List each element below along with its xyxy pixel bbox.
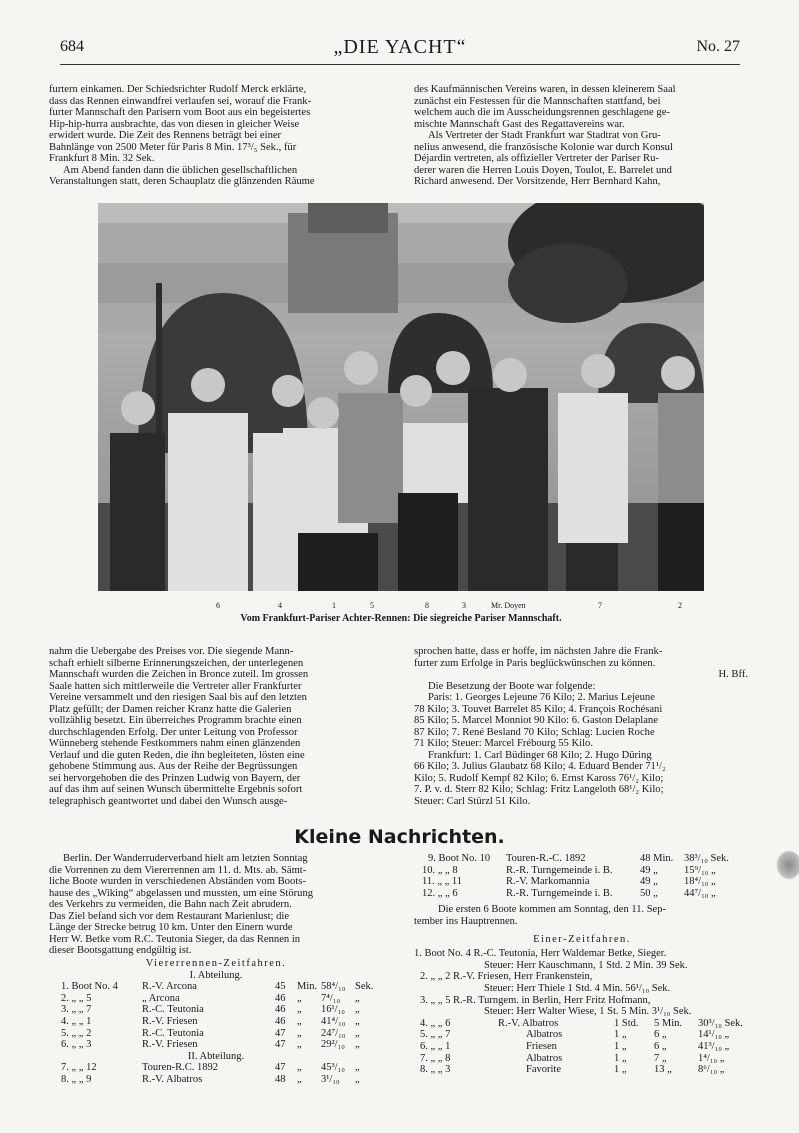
- cell-boat: 10. „ „ 8: [422, 864, 458, 876]
- text-line: Berlin. Der Wanderruderverband hielt am letzten Sonntag: [63, 853, 308, 864]
- cell-min: 47: [275, 1039, 286, 1051]
- table-row: [49, 1004, 383, 1016]
- division-heading: II. Abteilung.: [187, 1050, 245, 1062]
- text-line: Das Ziel befand sich vor dem Restaurant Marienlust; die: [49, 910, 290, 922]
- text-line: Als Vertreter der Stadt Frankfurt war Stadtrat von Gru-: [428, 130, 661, 141]
- cell-sec: 58⁴/₁₀: [321, 981, 346, 993]
- team-photograph: [98, 203, 704, 591]
- cell-boat: 7. „ „ 12: [61, 1062, 97, 1074]
- cell-club: R.-C. Teutonia: [142, 1027, 204, 1039]
- cell-std: 1 „: [614, 1052, 627, 1064]
- cell-std: 1 „: [614, 1064, 627, 1076]
- cell-club: R.-V. Arcona: [142, 981, 197, 993]
- cell-min: 48 Min.: [640, 853, 674, 864]
- author-signature: H. Bff.: [718, 669, 748, 680]
- top-left-column: [49, 84, 381, 188]
- cell-boat: 5. „ „ 7: [420, 1029, 451, 1041]
- cell-min: 49 „: [640, 864, 658, 876]
- cell-unit: „: [297, 992, 302, 1004]
- text-line: vollzählig besetzt. Ein überreiches Programm brachte einen: [49, 715, 302, 726]
- cell-club: R.-V. Albatros: [142, 1073, 203, 1085]
- cell-boat: 12. „ „ 6: [422, 887, 458, 899]
- table-row: [49, 981, 383, 993]
- cell-club: „ Arcona: [142, 992, 180, 1004]
- cell-sec: 41³/₁₀ „: [698, 1040, 730, 1052]
- text-line: Saale hatten sich mittlerweile die Vertreter aller Frankfurter: [49, 680, 302, 692]
- cell-min: 47: [275, 1062, 286, 1074]
- text-line: Steuer: Herr Thiele 1 Std. 4 Min. 56¹/₁₀ Sek.: [484, 982, 671, 994]
- cell-boat: 6. „ „ 3: [61, 1039, 92, 1051]
- text-line: Hip-hip-hurra ausbrachte, das von diesen in gleicher Weise: [49, 118, 300, 130]
- text-line: gehobene Stimmung aus. Aus der Reihe der Begrüssungen: [49, 761, 298, 772]
- text-line: Bahnlänge von 2500 Meter für Paris 8 Min. 17³/₅ Sek., für: [49, 141, 297, 153]
- cell-boat: 8. „ „ 3: [420, 1064, 451, 1076]
- table-row: [49, 1016, 383, 1028]
- cell-sec: 41⁴/₁₀: [321, 1015, 346, 1027]
- cell-boat: 2. „ „ 5: [61, 992, 92, 1004]
- text-line: des Kaufmännischen Vereins waren, in dessen kleinerem Saal: [414, 84, 676, 95]
- text-line: sei hervorgehoben die des Prinzen Ludwig von Bayern, der: [49, 772, 301, 784]
- cell-unit: Sek.: [355, 981, 374, 993]
- cell-club: R.-V. Friesen: [142, 1039, 198, 1051]
- cell-boat: 9. Boot No. 10: [428, 853, 491, 864]
- cell-sec: 15⁹/₁₀ „: [684, 864, 716, 876]
- text-line: Steuer: Herr Kauschmann, 1 Std. 2 Min. 39 Sek.: [484, 959, 688, 971]
- ink-smudge: [776, 850, 799, 880]
- page-number: 684: [60, 38, 84, 55]
- text-line: Déjardin vertreten, als offizieller Vertreter der Pariser Ru-: [414, 153, 659, 164]
- text-line: auf das ihm auf seinen Wunsch übermittelte Ergebnis sofort: [49, 784, 303, 795]
- cell-sec: 8⁶/₁₀ „: [698, 1064, 725, 1076]
- text-line: 85 Kilo; 5. Marcel Monniot 90 Kilo: 6. Gaston Delaplane: [414, 715, 658, 726]
- text-line: 3. „ „ 5 R.-R. Turngem. in Berlin, Herr Fritz Hofmann,: [420, 994, 651, 1006]
- cell-std: 1 Std.: [614, 1017, 639, 1029]
- cell-sec: 24⁷/₁₀: [321, 1027, 346, 1039]
- cell-sec: 1⁴/₁₀ „: [698, 1052, 725, 1064]
- vierer-table: [49, 958, 383, 1086]
- text-line: Frankfurt 8 Min. 32 Sek.: [49, 153, 155, 164]
- cell-unit: „: [297, 1004, 302, 1016]
- header-rule: [60, 64, 740, 65]
- table-row: [414, 865, 750, 877]
- table-row: [414, 853, 750, 865]
- cell-boat: 11. „ „ 11: [422, 876, 463, 888]
- cell-club: Albatros: [526, 1052, 563, 1064]
- text-line: liche Boote wurden in verschiedenen Abständen vom Boots-: [49, 876, 306, 887]
- table-row: [414, 1041, 750, 1053]
- text-line: Die ersten 6 Boote kommen am Sonntag, den 11. Sep-: [438, 904, 666, 916]
- cell-unit: „: [355, 1073, 360, 1085]
- cell-sec: 44⁷/₁₀ „: [684, 887, 716, 899]
- position-number: Mr. Doyen: [491, 601, 526, 610]
- text-line: dieser Bootsgattung endgültig ist.: [49, 945, 192, 956]
- cell-min: 46: [275, 992, 286, 1004]
- cell-min: 50 „: [640, 887, 658, 899]
- cell-boat: 4. „ „ 1: [61, 1015, 92, 1027]
- text-line: Die Besetzung der Boote war folgende:: [428, 680, 596, 692]
- text-line: telegraphisch geantwortet und dabei den Wunsch ausge-: [49, 795, 288, 807]
- cell-min: 47: [275, 1027, 286, 1039]
- cell-club: R.-R. Turngemeinde i. B.: [506, 864, 613, 876]
- cell-club: R.-V. Friesen: [142, 1015, 198, 1027]
- cell-unit: „: [297, 1015, 302, 1027]
- cell-club: R.-V. Markomannia: [506, 876, 590, 888]
- text-line: derer waren die Herren Louis Doyen, Toulot, E. Barrelet und: [414, 164, 672, 176]
- cell-sec: 45³/₁₀: [321, 1062, 345, 1074]
- position-number: 1: [332, 601, 336, 610]
- text-line: Veranstaltungen statt, deren Schauplatz die glänzenden Räume: [49, 176, 315, 187]
- text-line: 78 Kilo; 3. Touvet Barrelet 85 Kilo; 4. François Rochésani: [414, 703, 663, 715]
- text-line: nahm die Uebergabe des Preises vor. Die siegende Mann-: [49, 646, 294, 657]
- text-line: des Verkehrs zu vermeiden, die Bahn nach Zeit abrudern.: [49, 899, 292, 910]
- table-row: [414, 888, 750, 900]
- cell-sec: 3¹/₁₀: [321, 1073, 340, 1085]
- cell-club: Touren-R.C. 1892: [142, 1062, 218, 1074]
- cell-min: 46: [275, 1015, 286, 1027]
- cell-boat: 6. „ „ 1: [420, 1040, 451, 1052]
- cell-club: Touren-R.-C. 1892: [506, 853, 586, 864]
- cell-min: 7 „: [654, 1052, 667, 1064]
- cell-sec: 14¹/₁₀ „: [698, 1029, 730, 1041]
- position-number: 2: [678, 601, 682, 610]
- table-row: [414, 1018, 750, 1030]
- cell-unit: „: [297, 1062, 302, 1074]
- text-line: durchschlagenden Erfolg. Der unter Leitung von Professor: [49, 726, 298, 738]
- text-line: Platz gefüllt; der Damen reicher Kranz hatte die Galerien: [49, 703, 292, 715]
- text-line: Wünneberg stehende Festkommers nahm einen glänzenden: [49, 738, 301, 749]
- position-number: 8: [425, 601, 429, 610]
- cell-boat: 4. „ „ 6: [420, 1017, 451, 1029]
- text-line: furter zum Erfolge in Paris beglückwünschen zu können.: [414, 657, 656, 669]
- text-line: furtern einkamen. Der Schiedsrichter Rudolf Merck erklärte,: [49, 84, 307, 95]
- table-row: [49, 993, 383, 1005]
- mid-left-column: [49, 646, 381, 807]
- top-right-column: [414, 84, 748, 188]
- table-row: [49, 1028, 383, 1040]
- cell-boat: 1. Boot No. 4: [61, 981, 118, 993]
- text-line: Paris: 1. Georges Lejeune 76 Kilo; 2. Marius Lejeune: [428, 692, 655, 703]
- table-row: [49, 1039, 383, 1051]
- table-row: [49, 1074, 383, 1086]
- cell-min: 45: [275, 981, 286, 993]
- text-line: Kilo; 5. Rudolf Kempf 82 Kilo; 6. Ernst Kaross 76¹/₂ Kilo;: [414, 772, 664, 784]
- text-line: nelius anwesend, die französische Kolonie war durch Konsul: [414, 141, 673, 153]
- text-line: erwidert wurde. Die Zeit des Rennens beträgt bei einer: [49, 130, 282, 141]
- text-line: Vereine versammelt und den riesigen Saal bis auf den letzten: [49, 692, 307, 703]
- text-line: Steuer: Herr Walter Wiese, 1 St. 5 Min. 3¹/₁₀ Sek.: [484, 1006, 692, 1018]
- vierer-continuation: [414, 853, 750, 1076]
- cell-boat: 7. „ „ 8: [420, 1052, 451, 1064]
- text-line: tember ins Hauptrennen.: [414, 915, 518, 927]
- text-line: 2. „ „ 2 R.-V. Friesen, Herr Frankenstein,: [420, 971, 593, 983]
- cell-unit: „: [297, 1039, 302, 1051]
- text-line: die Vorrennen zu dem Viererrennen am 11. d. Mts. ab. Sämt-: [49, 864, 307, 876]
- cell-club: R.-C. Teutonia: [142, 1004, 204, 1016]
- section-title: Kleine Nachrichten.: [294, 826, 505, 848]
- text-line: Länge der Strecke betrug 10 km. Unter den Einern wurde: [49, 922, 293, 933]
- cell-unit: „: [355, 1062, 360, 1074]
- text-line: Verlauf und die guten Reden, die ihn begleiteten, lösten eine: [49, 749, 305, 761]
- cell-sec: 7⁴/₁₀: [321, 992, 341, 1004]
- cell-sec: 16¹/₁₀: [321, 1004, 345, 1016]
- text-line: hause des „Wiking“ abgelassen und mussten, um eine Störung: [49, 887, 314, 899]
- mid-right-column: [414, 646, 748, 807]
- text-line: Richard anwesend. Der Vorsitzende, Herr Bernhard Kahn,: [414, 176, 661, 187]
- table-row: [49, 1062, 383, 1074]
- text-line: 1. Boot No. 4 R.-C. Teutonia, Herr Waldemar Betke, Sieger.: [414, 948, 667, 960]
- position-number: 6: [216, 601, 220, 610]
- text-line: 7. P. v. d. Sterr 82 Kilo; Schlag: Fritz Langeloth 68¹/₂ Kilo;: [414, 784, 664, 795]
- photo-position-numbers: [98, 601, 704, 613]
- cell-sec: 29²/₁₀: [321, 1039, 345, 1051]
- text-line: zunächst ein Festessen für die Mannschaften stattfand, bei: [414, 95, 661, 107]
- text-line: 71 Kilo; Steuer: Marcel Frébourg 55 Kilo.: [414, 738, 593, 749]
- journal-title: „DIE YACHT“: [333, 36, 467, 58]
- table-row: [414, 1064, 750, 1076]
- text-line: Mannschaft wurden die Zeichen in Bronce zuteil. Im grossen: [49, 669, 309, 680]
- cell-std: 1 „: [614, 1029, 627, 1041]
- cell-unit: „: [355, 992, 360, 1004]
- cell-unit: „: [355, 1004, 360, 1016]
- cell-min: 13 „: [654, 1064, 672, 1076]
- text-line: furter Mannschaft den Parisern vom Boot aus ein begeistertes: [49, 107, 311, 118]
- text-line: Steuer: Carl Stürzl 51 Kilo.: [414, 795, 531, 807]
- cell-club: R.-R. Turngemeinde i. B.: [506, 887, 613, 899]
- photo-caption: Vom Frankfurt-Pariser Achter-Rennen: Die siegreiche Pariser Mannschaft.: [240, 613, 562, 624]
- cell-club: Albatros: [526, 1029, 563, 1041]
- cell-unit: „: [297, 1027, 302, 1039]
- position-number: 7: [598, 601, 602, 610]
- table-row: [414, 1029, 750, 1041]
- cell-min: 49 „: [640, 876, 658, 888]
- text-line: 66 Kilo; 3. Julius Glaubatz 68 Kilo; 4. Eduard Bender 71¹/₂: [414, 761, 666, 772]
- cell-std: 1 „: [614, 1040, 627, 1052]
- cell-min: 48: [275, 1073, 286, 1085]
- division-heading: I. Abteilung.: [189, 969, 243, 981]
- cell-unit: Min.: [297, 981, 318, 993]
- cell-boat: 3. „ „ 7: [61, 1004, 92, 1016]
- cell-min: 6 „: [654, 1029, 667, 1041]
- table-title: Viererrennen-Zeitfahren.: [145, 958, 287, 969]
- cell-unit: „: [355, 1039, 360, 1051]
- cell-min: 5 Min.: [654, 1017, 683, 1029]
- text-line: dass das Rennen einwandfrei verlaufen sei, worauf die Frank-: [49, 95, 312, 107]
- cell-boat: 5. „ „ 2: [61, 1027, 92, 1039]
- table-row: [414, 876, 750, 888]
- cell-unit: „: [355, 1027, 360, 1039]
- position-number: 5: [370, 601, 374, 610]
- cell-unit: „: [297, 1073, 302, 1085]
- text-line: Herr W. Betke vom R.C. Teutonia Sieger, da das Rennen in: [49, 933, 301, 945]
- page-header: [60, 38, 740, 62]
- cell-min: 6 „: [654, 1040, 667, 1052]
- text-line: Frankfurt: 1. Carl Büdinger 68 Kilo; 2. Hugo Düring: [428, 749, 652, 761]
- text-line: mischte Mannschaft Gast des Regattavereins war.: [414, 118, 625, 130]
- news-berlin: [49, 853, 383, 957]
- cell-club: Favorite: [526, 1064, 561, 1076]
- position-number: 4: [278, 601, 282, 610]
- cell-club: Friesen: [526, 1040, 557, 1052]
- text-line: schaft erhielt silberne Erinnerungszeichen, der unterlegenen: [49, 657, 304, 669]
- cell-club: R.-V. Albatros: [498, 1017, 559, 1029]
- text-line: Am Abend fanden dann die üblichen gesellschaftlichen: [63, 164, 298, 176]
- table-row: [414, 1053, 750, 1065]
- cell-sec: 30³/₁₀ Sek.: [698, 1017, 743, 1029]
- issue-number: No. 27: [696, 38, 740, 55]
- text-line: welchem auch die im Ausscheidungsrennen geschlagene ge-: [414, 107, 670, 118]
- cell-unit: „: [355, 1015, 360, 1027]
- table-title: Einer-Zeitfahren.: [533, 933, 631, 945]
- text-line: sprochen hatte, dass er hoffe, im nächsten Jahre die Frank-: [414, 646, 663, 657]
- cell-min: 46: [275, 1004, 286, 1016]
- cell-sec: 38³/₁₀ Sek.: [684, 853, 729, 864]
- cell-sec: 18⁴/₁₀ „: [684, 876, 716, 888]
- cell-boat: 8. „ „ 9: [61, 1073, 92, 1085]
- text-line: 87 Kilo; 7. René Besland 70 Kilo; Schlag: Lucien Roche: [414, 726, 655, 738]
- position-number: 3: [462, 601, 466, 610]
